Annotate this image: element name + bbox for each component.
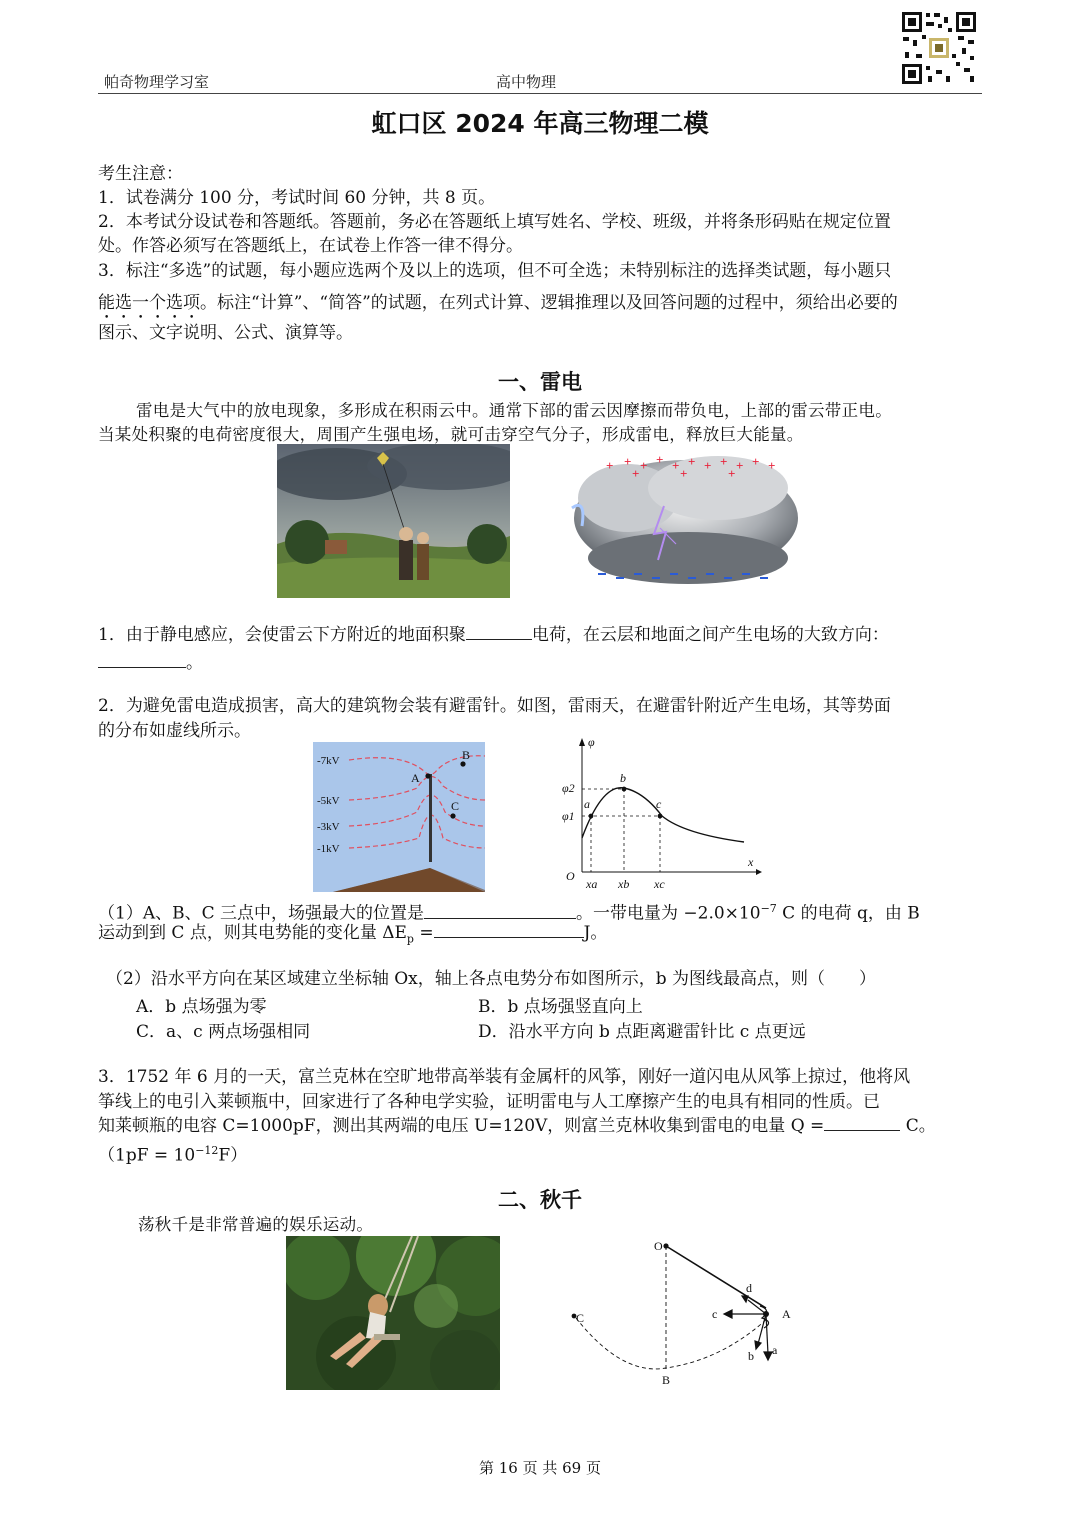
question-text: 1．由于静电感应，会使雷云下方附近的地面积聚 xyxy=(98,625,466,645)
swing-label-o: O xyxy=(654,1239,663,1253)
question-text: C 的电荷 q，由 B xyxy=(776,903,920,924)
question-1-line-2 xyxy=(98,648,984,678)
question-text: 知莱顿瓶的电容 C=1000pF，测出其两端的电压 U=120V，则富兰克林收集到雷电的电量 Q = xyxy=(98,1116,825,1136)
notice-heading: 考生注意： xyxy=(98,164,183,184)
graph-point-b: b xyxy=(620,771,626,785)
section2-intro: 荡秋千是非常普遍的娱乐运动。 xyxy=(138,1215,374,1234)
section-heading-swing: 二、秋千 xyxy=(498,1188,582,1212)
option-d[interactable]: D．沿水平方向 b 点距离避雷针比 c 点更远 xyxy=(478,1022,806,1042)
point-label-b: B xyxy=(462,748,471,762)
svg-text:+: + xyxy=(688,454,696,469)
qr-code xyxy=(900,10,978,86)
section-heading-lightning: 一、雷电 xyxy=(498,370,582,394)
exponent: −7 xyxy=(760,902,777,915)
header-left: 帕奇物理学习室 xyxy=(104,73,210,91)
question-3-line-2: 筝线上的电引入莱顿瓶中，回家进行了各种电学实验，证明雷电与人工摩擦产生的电具有相同的性质。已 xyxy=(98,1092,880,1112)
equipotential-label: -1kV xyxy=(317,843,340,855)
option-b[interactable]: B．b 点场强竖直向上 xyxy=(478,997,643,1017)
axis-label-phi: φ xyxy=(588,735,595,749)
question-text: = xyxy=(413,923,434,943)
swing-label-a-point: A xyxy=(782,1307,791,1321)
svg-text:+: + xyxy=(720,454,728,469)
answer-blank[interactable] xyxy=(466,621,532,640)
notice-item-2-line-2: 处。作答必须写在答题纸上，在试卷上作答一律不得分。 xyxy=(98,236,523,256)
swing-vector-d: d xyxy=(746,1281,752,1295)
question-text: 。一带电量为 −2.0×10 xyxy=(576,903,761,924)
svg-text:+: + xyxy=(768,458,776,473)
page-title: 虹口区 2024 年高三物理二模 xyxy=(371,109,709,138)
swing-vector-a: a xyxy=(772,1343,778,1357)
emphasis-text: 能选一个选项 xyxy=(98,293,200,313)
swing-photo xyxy=(286,1236,500,1390)
option-a[interactable]: A．b 点场强为零 xyxy=(136,997,267,1017)
notice-item-3-line-3: 图示、文字说明、公式、演算等。 xyxy=(98,323,353,343)
swing-label-c-point: C xyxy=(576,1311,585,1325)
phi2-label: φ2 xyxy=(562,781,575,795)
notice-item-2-line-1: 2．本考试分设试卷和答题纸。答题前，务必在答题纸上填写姓名、学校、班级，并将条形码贴在规定位置 xyxy=(98,212,891,232)
subscript: p xyxy=(406,932,414,946)
question-3-line-1: 3．1752 年 6 月的一天，富兰克林在空旷地带高举装有金属杆的风筝，刚好一道闪电从风筝上掠过，他将风 xyxy=(98,1067,911,1087)
question-text: J。 xyxy=(583,923,608,943)
equipotential-label: -3kV xyxy=(317,821,340,833)
question-1-line-1 xyxy=(98,620,984,650)
svg-text:+: + xyxy=(680,466,688,481)
swing-label-b-point: B xyxy=(662,1373,671,1386)
svg-text:+: + xyxy=(752,454,760,469)
graph-point-a: a xyxy=(584,797,590,811)
answer-blank[interactable] xyxy=(434,919,584,938)
svg-text:+: + xyxy=(632,466,640,481)
question-text: 电荷，在云层和地面之间产生电场的大致方向： xyxy=(531,625,889,645)
question-text: F） xyxy=(218,1145,248,1166)
equipotential-label: -7kV xyxy=(317,755,340,767)
exponent: −12 xyxy=(195,1144,219,1157)
answer-blank[interactable] xyxy=(98,649,186,668)
section1-intro-line-1: 雷电是大气中的放电现象，多形成在积雨云中。通常下部的雷云因摩擦而带负电，上部的雷云带正电。 xyxy=(136,401,892,420)
page-number: 第 16 页 共 69 页 xyxy=(478,1459,601,1477)
svg-text:+: + xyxy=(736,458,744,473)
franklin-kite-image xyxy=(277,444,510,598)
svg-text:+: + xyxy=(624,454,632,469)
svg-text:+: + xyxy=(728,466,736,481)
svg-text:+: + xyxy=(640,458,648,473)
swing-vector-b: b xyxy=(748,1349,754,1363)
svg-text:+: + xyxy=(672,458,680,473)
option-c[interactable]: C．a、c 两点场强相同 xyxy=(136,1022,311,1042)
graph-point-c: c xyxy=(656,797,662,811)
notice-item-1: 1．试卷满分 100 分，考试时间 60 分钟，共 8 页。 xyxy=(98,188,496,208)
question-2-line-2: 的分布如虚线所示。 xyxy=(98,721,251,741)
question-text: 运动到到 C 点，则其电势能的变化量 ΔE xyxy=(98,923,407,943)
question-text: （1）A、B、C 三点中，场强最大的位置是 xyxy=(98,903,424,924)
question-2-2-stem: （2）沿水平方向在某区域建立坐标轴 Ox，轴上各点电势分布如图所示，b 为图线最高点，则（ ） xyxy=(106,969,877,989)
thundercloud-image xyxy=(568,448,800,590)
svg-text:+: + xyxy=(656,452,664,467)
question-3-line-4 xyxy=(98,1136,984,1171)
notice-text: 。标注“计算”、“简答”的试题，在列式计算、逻辑推理以及回答问题的过程中，须给出必要的 xyxy=(200,293,898,313)
point-label-a: A xyxy=(411,771,420,785)
question-text: （1pF = 10 xyxy=(98,1145,196,1166)
notice-item-3-line-1: 3．标注“多选”的试题，每小题应选两个及以上的选项，但不可全选；未特别标注的选择类试题，每小题只 xyxy=(98,261,892,281)
axis-label-x: x xyxy=(748,855,754,869)
svg-text:+: + xyxy=(704,458,712,473)
point-label-c: C xyxy=(451,799,460,813)
header-center: 高中物理 xyxy=(496,73,557,91)
question-text: 。 xyxy=(186,653,203,673)
question-2-line-1: 2．为避免雷电造成损害，高大的建筑物会装有避雷针。如图，雷雨天，在避雷针附近产生电场，其等势面 xyxy=(98,696,891,716)
svg-text:+: + xyxy=(606,458,614,473)
tick-label-xc: xc xyxy=(654,877,665,891)
tick-label-xb: xb xyxy=(618,877,630,891)
equipotential-label: -5kV xyxy=(317,795,340,807)
question-text: C。 xyxy=(900,1116,936,1136)
phi1-label: φ1 xyxy=(562,809,575,823)
answer-blank[interactable] xyxy=(824,1112,900,1131)
answer-blank[interactable] xyxy=(424,900,576,919)
origin-label: O xyxy=(566,869,575,883)
swing-vector-c: c xyxy=(712,1307,718,1321)
lightning-rod-equipotential-figure xyxy=(313,742,485,892)
potential-distribution-graph xyxy=(556,734,764,892)
tick-label-xa: xa xyxy=(586,877,598,891)
section1-intro-line-2: 当某处积聚的电荷密度很大，周围产生强电场，就可击穿空气分子，形成雷电，释放巨大能量。 xyxy=(98,425,804,444)
question-2-1-line-2 xyxy=(98,918,984,954)
swing-force-diagram xyxy=(562,1236,802,1386)
